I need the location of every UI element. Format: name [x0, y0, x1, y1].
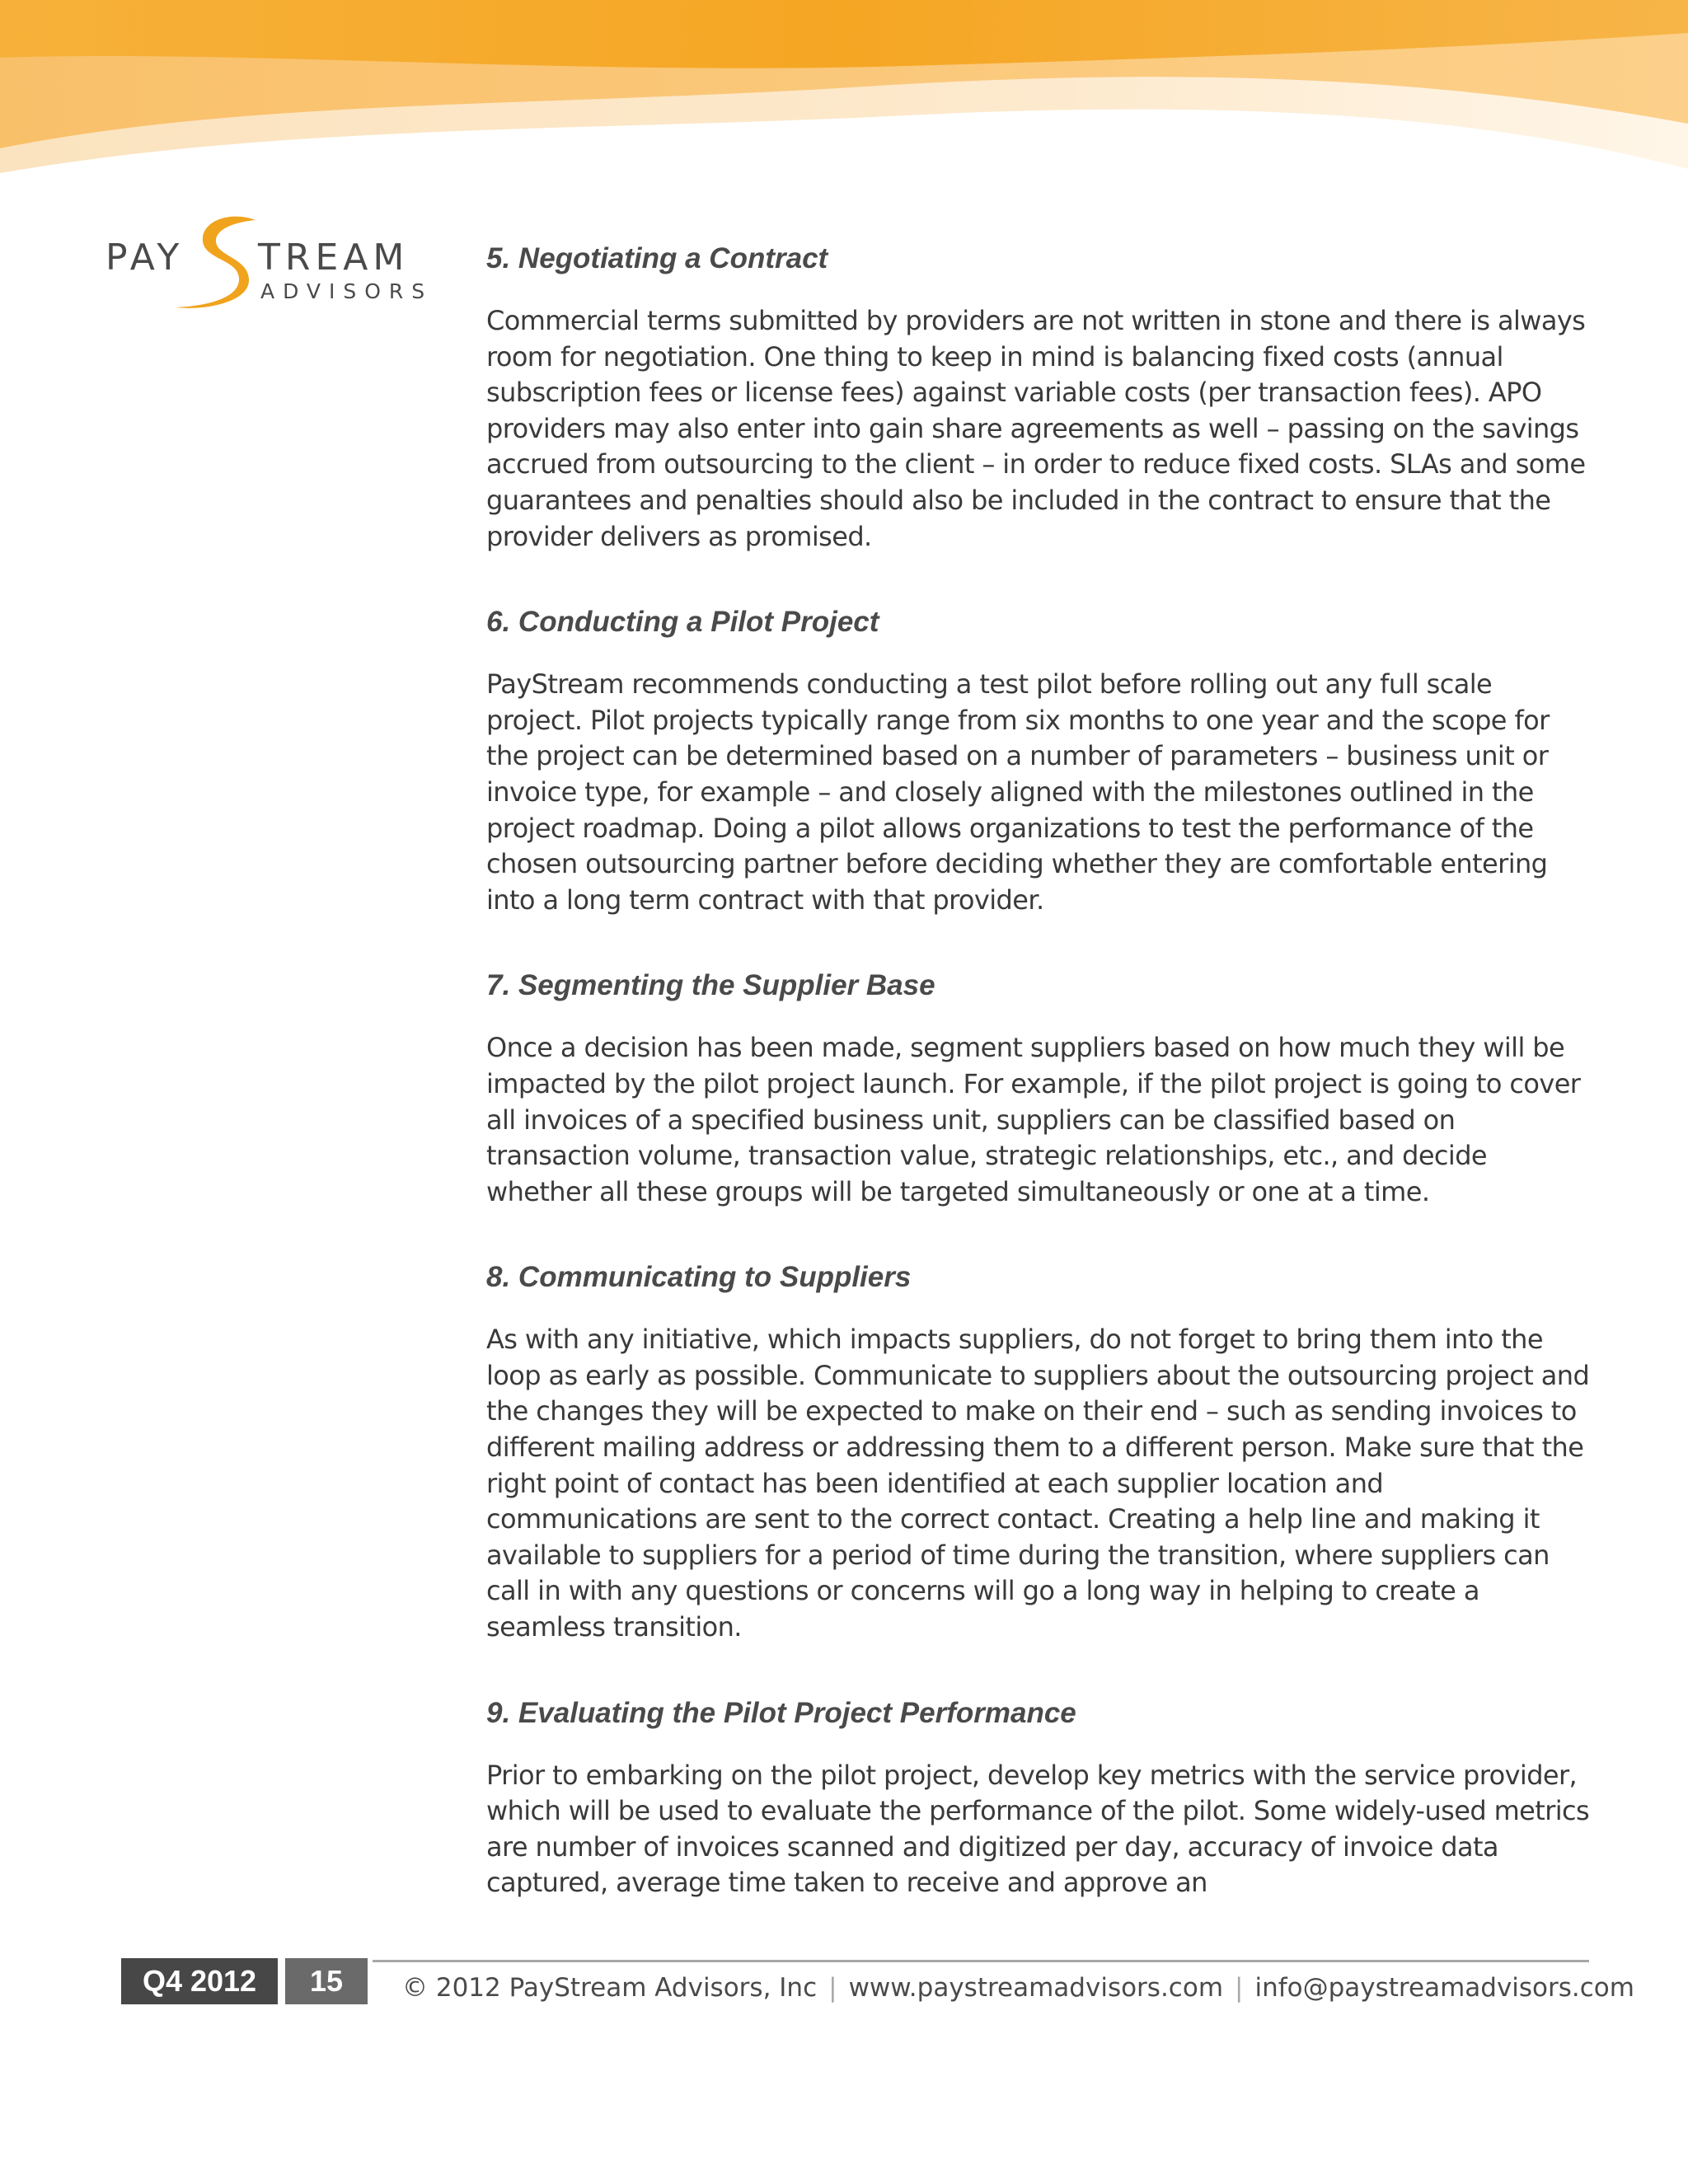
footer-separator: | [1235, 1973, 1244, 2003]
footer-separator: | [828, 1973, 837, 2003]
section-heading: 6. Conducting a Pilot Project [486, 606, 879, 639]
section-paragraph: Commercial terms submitted by providers are not written in stone and there is always room for negotiation. One thing to keep in mind is balancing fixed costs (annual subscription fees or license fees) against variable costs (per transaction fees). APO providers may also enter into gain share agreements as well – passing on the savings accrued from outsourcing to the client – in order to reduce fixed costs. SLAs and some guarantees and penalties should also be included in the contract to ensure that the provider delivers as promised. [486, 305, 1586, 552]
logo-word-pay: PAY [106, 237, 185, 279]
section-conducting-pilot [486, 601, 1591, 918]
quarter-badge: Q4 2012 [121, 1958, 278, 2004]
logo-s-swoosh-icon [106, 210, 435, 317]
footer-contact-line [402, 1970, 1634, 2006]
section-evaluating-pilot [486, 1692, 1591, 1901]
section-heading: 8. Communicating to Suppliers [486, 1261, 912, 1294]
section-paragraph: PayStream recommends conducting a test pilot before rolling out any full scale project. Pilot projects typically range from six months to one year and the scope for the project can be determined based on a number of parameters – business unit or invoice type, for example – and closely aligned with the milestones outlined in the project roadmap. Doing a pilot allows organizations to test the performance of the chosen outsourcing partner before deciding whether they are comfortable entering into a long term contract with that provider. [486, 668, 1550, 916]
section-paragraph: As with any initiative, which impacts suppliers, do not forget to bring them into the loop as early as possible. Communicate to suppliers about the outsourcing project and the changes they will be expected to make on their end – such as sending invoices to different mailing address or addressing them to a different person. Make sure that the right point of contact has been identified at each supplier location and communications are sent to the correct contact. Creating a help line and making it available to suppliers for a period of time during the transition, where suppliers can call in with any questions or concerns will go a long way in helping to create a seamless transition. [486, 1324, 1590, 1643]
article-content [486, 237, 1591, 1947]
section-heading: 7. Segmenting the Supplier Base [486, 969, 935, 1002]
header-wave-banner [0, 0, 1688, 190]
logo-word-tream: TREAM [258, 237, 410, 279]
logo-word-advisors: ADVISORS [260, 279, 434, 303]
page-number-badge: 15 [285, 1958, 368, 2004]
section-heading: 9. Evaluating the Pilot Project Performance [486, 1696, 1076, 1729]
section-paragraph: Once a decision has been made, segment suppliers based on how much they will be impacted by the pilot project launch. For example, if the pilot project is going to cover all invoices of a specified business unit, suppliers can be classified based on transaction volume, transaction value, strategic relationships, etc., and decide whether all these groups will be targeted simultaneously or one at a time. [486, 1032, 1581, 1207]
footer-website-link[interactable]: www.paystreamadvisors.com [848, 1973, 1224, 2003]
section-paragraph: Prior to embarking on the pilot project, develop key metrics with the service provider, which will be used to evaluate the performance of the pilot. Some widely-used metrics are number of invoices scanned and digitized per day, accuracy of invoice data captured, average time taken to receive and approve an [486, 1759, 1590, 1899]
footer-divider [373, 1960, 1589, 1962]
paystream-logo [106, 210, 435, 317]
section-segmenting-suppliers [486, 964, 1591, 1210]
section-negotiating-contract [486, 237, 1591, 555]
section-heading: 5. Negotiating a Contract [486, 242, 828, 274]
section-communicating-suppliers [486, 1256, 1591, 1645]
footer-copyright: © 2012 PayStream Advisors, Inc [402, 1973, 818, 2003]
footer-email-link[interactable]: info@paystreamadvisors.com [1254, 1973, 1634, 2003]
